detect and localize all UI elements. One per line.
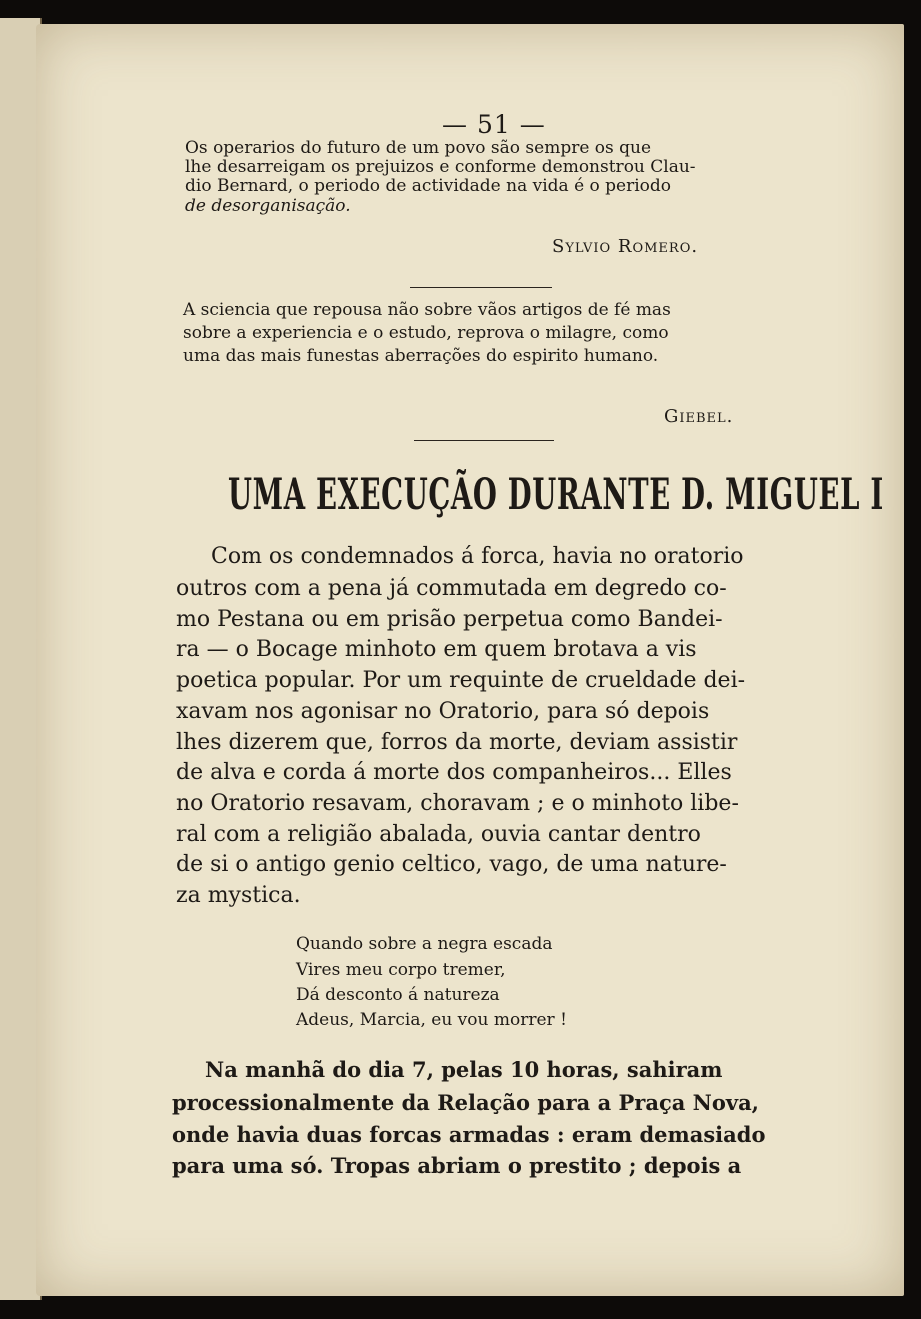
verse-line: Dá desconto á natureza <box>296 985 500 1005</box>
epigraph2-line: A sciencia que repousa não sobre vãos artigos de fé mas <box>183 300 671 320</box>
body-bold-line: processionalmente da Relação para a Praça Nova, <box>172 1090 759 1115</box>
body-line: Com os condemnados á forca, havia no oratorio <box>211 544 744 569</box>
body-line: outros com a pena já commutada em degredo co- <box>176 576 727 601</box>
body-line: poetica popular. Por um requinte de crueldade dei- <box>176 668 746 693</box>
body-line: lhes dizerem que, forros da morte, deviam assistir <box>176 730 738 755</box>
epigraph1-line: Os operarios do futuro de um povo são sempre os que <box>185 138 652 158</box>
epigraph1-line: lhe desarreigam os prejuizos e conforme demonstrou Clau- <box>185 157 696 177</box>
body-line: xavam nos agonisar no Oratorio, para só depois <box>176 699 710 724</box>
separator-rule <box>410 287 552 288</box>
body-line: za mystica. <box>176 883 301 908</box>
epigraph2-author: Giebel. <box>664 406 734 427</box>
epigraph1-line: de desorganisação. <box>185 196 351 216</box>
body-line: no Oratorio resavam, choravam ; e o minhoto libe- <box>176 791 739 816</box>
page-number: — 51 — <box>442 110 546 139</box>
epigraph1-author: Sylvio Romero. <box>552 236 699 257</box>
epigraph2-line: sobre a experiencia e o estudo, reprova o milagre, como <box>183 323 669 343</box>
body-line: mo Pestana ou em prisão perpetua como Bandei- <box>176 607 723 632</box>
body-bold-line: Na manhã do dia 7, pelas 10 horas, sahiram <box>205 1057 723 1082</box>
chapter-title: UMA EXECUÇÃO DURANTE D. MIGUEL I <box>228 470 884 520</box>
body-line: ral com a religião abalada, ouvia cantar dentro <box>176 822 701 847</box>
verse-line: Vires meu corpo tremer, <box>296 960 506 980</box>
epigraph1-line: dio Bernard, o periodo de actividade na vida é o periodo <box>185 176 672 196</box>
verse-line: Adeus, Marcia, eu vou morrer ! <box>296 1010 567 1030</box>
body-bold-line: para uma só. Tropas abriam o prestito ; depois a <box>172 1153 742 1178</box>
epigraph2-line: uma das mais funestas aberrações do espirito humano. <box>183 346 659 366</box>
body-line: ra — o Bocage minhoto em quem brotava a vis <box>176 637 697 662</box>
body-bold-line: onde havia duas forcas armadas : eram demasiado <box>172 1122 766 1147</box>
verse-line: Quando sobre a negra escada <box>296 934 553 954</box>
separator-rule <box>414 440 554 441</box>
body-line: de si o antigo genio celtico, vago, de uma nature- <box>176 852 727 877</box>
body-line: de alva e corda á morte dos companheiros... Elles <box>176 760 732 785</box>
